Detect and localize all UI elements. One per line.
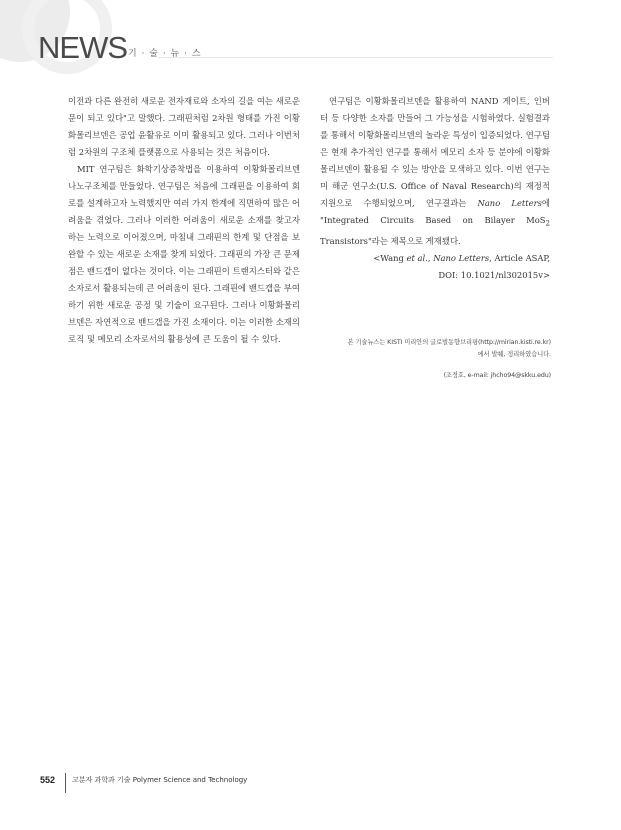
citation-line [320,250,550,267]
citation-comma: , [427,252,434,263]
page-number: 552 [40,775,56,785]
citation-journal: Nano Letters [433,252,490,263]
footer-divider [65,773,66,793]
right-column [320,93,550,284]
paragraph-text: Transistors"라는 제목으로 게재됐다. [320,235,461,246]
note-line: 본 기술뉴스는 KISTI 미리안의 글로벌동향브리핑(http://mirian.kisti.re.kr) [347,339,551,346]
paragraph: 이전과 다른 완전히 새로운 전자재료와 소자의 길을 여는 새로운 문이 되고 있다"고 말했다. 그래핀처럼 2차원 형태를 가진 이황화몰리브덴은 공업 윤활유로 이미 활용되고 있다. 그러나 이번처럼 2차원의 구조체 플랫폼으로 사용되는 것은 처음이다. [68,96,300,157]
section-title: NEWS [38,30,127,65]
citation-et-al: et al. [406,252,428,263]
paragraph [320,93,550,250]
journal-name: Nano Letters [477,198,542,208]
section-subtitle: 기 · 술 · 뉴 · 스 [128,49,202,59]
note-line: 에서 발췌, 정리하였습니다. [477,351,551,358]
paragraph-text: 에 "Integrated Circuits Based on Bilayer MoS [320,198,550,225]
left-column [68,93,300,348]
journal-title: 고분자 과학과 기술 Polymer Science and Technology [72,776,248,784]
subscript: 2 [545,219,550,228]
paragraph-text: 연구팀은 이황화몰리브덴을 활용하여 NAND 게이트, 인버터 등 다양한 소자를 만들어 그 가능성을 시험하였다. 실험결과를 통해서 이황화몰리브덴의 놀라운 특성이 입증되었다. 연구팀은 현재 추가적인 연구를 통해서 메모리 소자 등 분야에 이황화몰리브덴이 활용될 수 있는 방안을 모색하고 있다. 이번 연구는 미 해군 연구소(U.S. Office of Naval Research)의 재정적 지원으로 수행되었으며, 연구결과는 [320,96,550,208]
header-divider [158,57,553,58]
contact-info: (조정호, e-mail: jhcho94@skku.edu) [443,372,551,379]
paragraph: MIT 연구팀은 화학기상증착법을 이용하여 이황화몰리브덴 나노구조체를 만들었다. 연구팀은 처음에 그래핀을 이용하여 회로를 설계하고자 노력했지만 여러 가지 한계에 직면하여 많은 어려움을 겪었다. 그러나 이러한 어려움이 새로운 소재를 찾고자 하는 노력으로 이어졌으며, 마침내 그래핀의 한계 및 단점을 보완할 수 있는 새로운 소재를 찾게 되었다. 그래핀의 가장 큰 문제점은 밴드갭이 없다는 것이다. 이는 그래핀이 트랜지스터와 같은 소자로서 활용되는데 큰 어려움이 된다. 그래핀에 밴드갭을 부여하기 위한 새로운 공정 및 기술이 요구된다. 그러나 이황화몰리브덴은 자연적으로 밴드갭을 가진 소재이다. 이는 이러한 소재의 로직 및 메모리 소자로서의 활용성에 큰 도움이 될 수 있다. [68,164,300,344]
citation-suffix: , Article ASAP, [489,252,550,263]
citation [320,250,550,284]
source-note [320,337,551,382]
citation-doi: DOI: 10.1021/nl302015v> [438,269,550,280]
citation-prefix: <Wang [373,252,407,263]
